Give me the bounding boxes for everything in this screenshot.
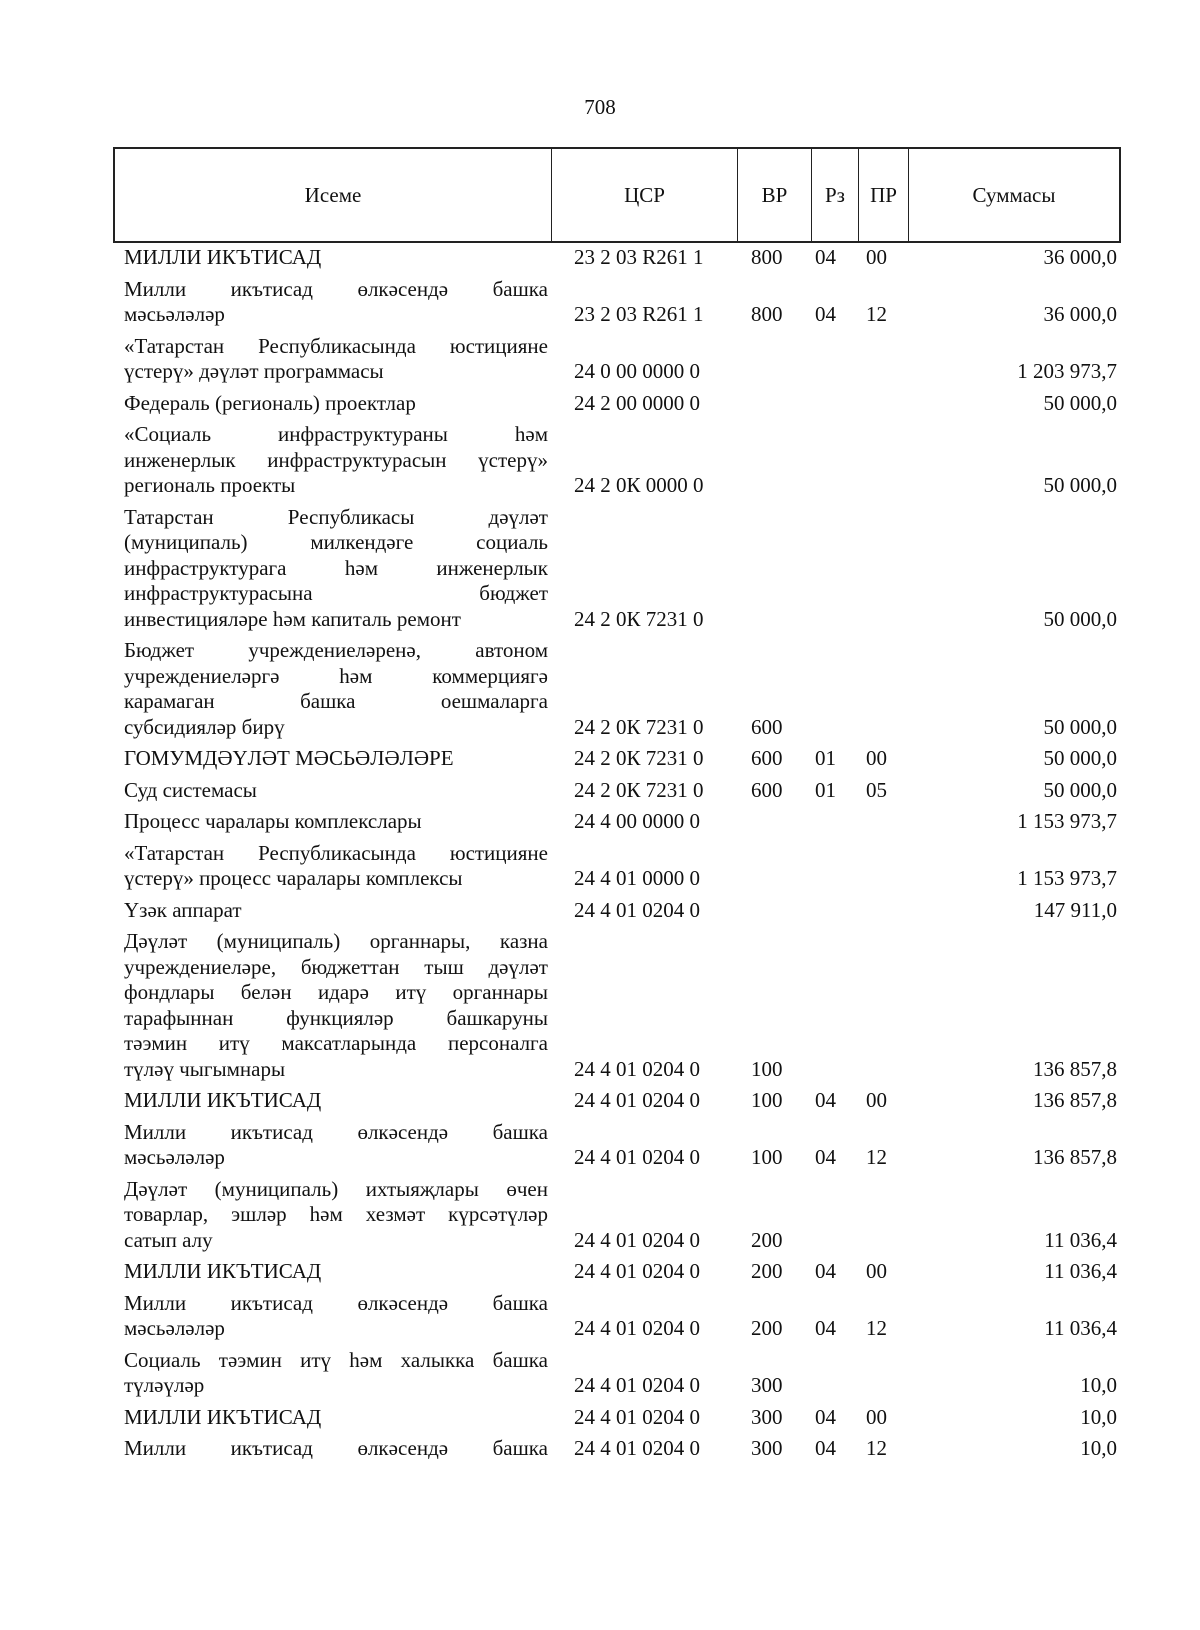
header-rz: Рз: [812, 149, 859, 241]
row-name-line: «Социаль инфраструктураны һәм: [124, 422, 548, 446]
row-name-line: МИЛЛИ ИКЪТИСАД: [124, 1088, 322, 1112]
table-row: [113, 1348, 1121, 1399]
row-csr: 24 4 01 0204 0: [574, 1227, 700, 1252]
row-sum: 50 000,0: [1043, 606, 1117, 631]
row-csr: 24 4 01 0204 0: [574, 1088, 700, 1112]
row-sum: 11 036,4: [1044, 1227, 1117, 1252]
row-rz: 04: [815, 1404, 836, 1429]
row-name: [113, 334, 548, 385]
row-name: [113, 1291, 548, 1342]
row-name-line: фондлары белән идарә итү органнары: [124, 980, 548, 1004]
row-name-line: МИЛЛИ ИКЪТИСАД: [124, 245, 322, 269]
row-name: [113, 1348, 548, 1399]
row-name-line: ГОМУМДӘҮЛӘТ МӘСЬӘЛӘЛӘРЕ: [124, 746, 454, 770]
row-name: [113, 929, 548, 1082]
header-pr: ПР: [859, 149, 909, 241]
table-row: [113, 746, 1121, 772]
row-csr: 24 2 0К 7231 0: [574, 606, 704, 631]
row-name: [113, 1177, 548, 1254]
row-vr: 800: [751, 245, 783, 269]
row-name-line: Суд системасы: [124, 777, 257, 802]
row-name-line: Процесс чаралары комплекслары: [124, 809, 422, 833]
table-row: [113, 638, 1121, 740]
row-vr: 100: [751, 1088, 783, 1112]
row-sum: 11 036,4: [1044, 1259, 1117, 1283]
row-rz: 04: [815, 1259, 836, 1283]
row-csr: 24 4 01 0204 0: [574, 1145, 700, 1169]
row-pr: 00: [866, 1404, 887, 1429]
row-name: [113, 778, 548, 804]
row-name-line: учреждениеләргә һәм коммерциягә: [124, 663, 548, 688]
row-vr: 100: [751, 1145, 783, 1169]
row-csr: 23 2 03 R261 1: [574, 245, 704, 269]
row-name-line: Социаль тәэмин итү һәм халыкка башка: [124, 1347, 548, 1372]
row-csr: 24 4 01 0204 0: [574, 1259, 700, 1283]
row-csr: 24 0 00 0000 0: [574, 359, 700, 383]
table-row: [113, 1120, 1121, 1171]
row-sum: 136 857,8: [1033, 1088, 1117, 1112]
table-header: [113, 147, 1121, 243]
row-csr: 24 4 01 0204 0: [574, 1056, 700, 1081]
row-pr: 00: [866, 1088, 887, 1112]
page-number: 708: [584, 95, 616, 119]
row-name: [113, 1436, 548, 1462]
row-name: [113, 1088, 548, 1114]
row-name-line: товарлар, эшләр һәм хезмәт күрсәтүләр: [124, 1202, 548, 1226]
row-name-line: инженерлык инфраструктурасын үстерү»: [124, 447, 548, 472]
row-csr: 24 2 00 0000 0: [574, 390, 700, 415]
row-name-line: МИЛЛИ ИКЪТИСАД: [124, 1404, 322, 1429]
table-row: [113, 422, 1121, 499]
row-pr: 12: [866, 1316, 887, 1340]
row-vr: 200: [751, 1259, 783, 1283]
row-sum: 50 000,0: [1043, 473, 1117, 497]
row-vr: 300: [751, 1404, 783, 1429]
row-name-line: (муниципаль) милкендәге социаль: [124, 530, 548, 554]
row-sum: 50 000,0: [1043, 714, 1117, 739]
row-name-line: МИЛЛИ ИКЪТИСАД: [124, 1259, 322, 1283]
row-csr: 24 4 01 0204 0: [574, 897, 700, 922]
row-vr: 600: [751, 714, 783, 739]
row-vr: 600: [751, 746, 783, 770]
row-vr: 200: [751, 1316, 783, 1340]
row-csr: 23 2 03 R261 1: [574, 302, 704, 326]
row-vr: 800: [751, 302, 783, 326]
row-rz: 04: [815, 1436, 836, 1460]
header-csr: ЦСР: [552, 149, 738, 241]
row-sum: 10,0: [1080, 1373, 1117, 1397]
row-name-line: субсидияләр бирү: [124, 714, 285, 739]
row-name: [113, 1120, 548, 1171]
row-name-line: инвестицияләре һәм капиталь ремонт: [124, 606, 461, 631]
row-name: [113, 422, 548, 499]
row-rz: 04: [815, 1145, 836, 1169]
row-name-line: сатып алу: [124, 1227, 213, 1252]
row-sum: 1 203 973,7: [1017, 359, 1117, 383]
table-row: [113, 1177, 1121, 1254]
row-csr: 24 4 01 0000 0: [574, 866, 700, 890]
row-sum: 147 911,0: [1033, 897, 1117, 922]
row-name-line: «Татарстан Республикасында юстицияне: [124, 840, 548, 865]
row-csr: 24 4 01 0204 0: [574, 1316, 700, 1340]
row-name: [113, 898, 548, 924]
row-name-line: учреждениеләре, бюджеттан тыш дәүләт: [124, 954, 548, 979]
row-rz: 01: [815, 746, 836, 770]
row-name: [113, 638, 548, 740]
table-row: [113, 505, 1121, 633]
row-name-line: карамаган башка оешмаларга: [124, 689, 548, 713]
row-rz: 04: [815, 1316, 836, 1340]
row-name-line: Дәүләт (муниципаль) органнары, казна: [124, 929, 548, 953]
table-row: [113, 898, 1121, 924]
row-csr: 24 2 0К 7231 0: [574, 746, 704, 770]
row-name-line: мәсьәләләр: [124, 1316, 225, 1340]
row-name: [113, 809, 548, 835]
row-name-line: инфраструктурага һәм инженерлык: [124, 555, 548, 580]
row-csr: 24 2 0К 7231 0: [574, 714, 704, 739]
row-vr: 200: [751, 1227, 783, 1252]
row-sum: 10,0: [1080, 1404, 1117, 1429]
table-row: [113, 809, 1121, 835]
row-csr: 24 2 0К 7231 0: [574, 777, 704, 802]
row-sum: 50 000,0: [1043, 746, 1117, 770]
row-name: [113, 277, 548, 328]
row-rz: 04: [815, 245, 836, 269]
row-name-line: Дәүләт (муниципаль) ихтыяҗлары өчен: [124, 1176, 548, 1201]
row-csr: 24 2 0К 0000 0: [574, 473, 704, 497]
row-name: [113, 505, 548, 633]
row-name: [113, 841, 548, 892]
row-name: [113, 391, 548, 417]
row-name-line: Татарстан Республикасы дәүләт: [124, 504, 548, 529]
header-name: Исеме: [115, 149, 552, 241]
table-body: [113, 245, 1121, 1468]
row-sum: 1 153 973,7: [1017, 866, 1117, 890]
table-row: [113, 929, 1121, 1082]
table-row: [113, 277, 1121, 328]
row-name-line: тарафыннан функцияләр башкаруны: [124, 1005, 548, 1030]
row-name: [113, 746, 548, 772]
row-name-line: үстерү» процесс чаралары комплексы: [124, 866, 463, 890]
table-row: [113, 1405, 1121, 1431]
row-pr: 12: [866, 302, 887, 326]
row-name-line: Үзәк аппарат: [124, 897, 242, 922]
row-name-line: Милли икътисад өлкәсендә башка: [124, 1290, 548, 1315]
table-row: [113, 391, 1121, 417]
header-vr: ВР: [738, 149, 812, 241]
header-sum: Суммасы: [972, 182, 1056, 207]
row-sum: 11 036,4: [1044, 1316, 1117, 1340]
row-name: [113, 245, 548, 271]
row-sum: 36 000,0: [1043, 302, 1117, 326]
row-name-line: тәэмин итү максатларында персоналга: [124, 1031, 548, 1055]
row-name-line: Милли икътисад өлкәсендә башка: [124, 1436, 548, 1460]
table-row: [113, 1436, 1121, 1462]
row-vr: 300: [751, 1436, 783, 1460]
row-name-line: Бюджет учреждениеләренә, автоном: [124, 638, 548, 662]
row-name-line: «Татарстан Республикасында юстицияне: [124, 333, 548, 358]
row-pr: 00: [866, 746, 887, 770]
row-pr: 00: [866, 245, 887, 269]
row-name-line: Милли икътисад өлкәсендә башка: [124, 1119, 548, 1144]
row-name-line: үстерү» дәүләт программасы: [124, 359, 384, 383]
table-row: [113, 245, 1121, 271]
row-sum: 136 857,8: [1033, 1056, 1117, 1081]
row-name-line: мәсьәләләр: [124, 1145, 225, 1169]
row-sum: 1 153 973,7: [1017, 809, 1117, 833]
row-name-line: мәсьәләләр: [124, 302, 225, 326]
row-name-line: Федераль (региональ) проектлар: [124, 390, 416, 415]
row-sum: 50 000,0: [1043, 390, 1117, 415]
row-sum: 136 857,8: [1033, 1145, 1117, 1169]
row-name-line: региональ проекты: [124, 473, 296, 497]
row-name-line: түләү чыгымнары: [124, 1056, 286, 1081]
row-csr: 24 4 01 0204 0: [574, 1404, 700, 1429]
table-row: [113, 334, 1121, 385]
row-name-line: түләүләр: [124, 1373, 205, 1397]
row-sum: 36 000,0: [1043, 245, 1117, 269]
row-sum: 10,0: [1080, 1436, 1117, 1460]
table-row: [113, 1259, 1121, 1285]
row-csr: 24 4 01 0204 0: [574, 1373, 700, 1397]
row-csr: 24 4 01 0204 0: [574, 1436, 700, 1460]
row-rz: 04: [815, 302, 836, 326]
row-pr: 12: [866, 1145, 887, 1169]
row-pr: 12: [866, 1436, 887, 1460]
table-row: [113, 1088, 1121, 1114]
row-sum: 50 000,0: [1043, 777, 1117, 802]
row-name-line: Милли икътисад өлкәсендә башка: [124, 276, 548, 301]
table-row: [113, 778, 1121, 804]
table-row: [113, 1291, 1121, 1342]
row-rz: 01: [815, 777, 836, 802]
row-vr: 100: [751, 1056, 783, 1081]
row-name: [113, 1259, 548, 1285]
row-rz: 04: [815, 1088, 836, 1112]
row-name-line: инфраструктурасына бюджет: [124, 581, 548, 605]
row-vr: 300: [751, 1373, 783, 1397]
row-vr: 600: [751, 777, 783, 802]
table-row: [113, 841, 1121, 892]
row-pr: 05: [866, 777, 887, 802]
row-csr: 24 4 00 0000 0: [574, 809, 700, 833]
row-name: [113, 1405, 548, 1431]
row-pr: 00: [866, 1259, 887, 1283]
